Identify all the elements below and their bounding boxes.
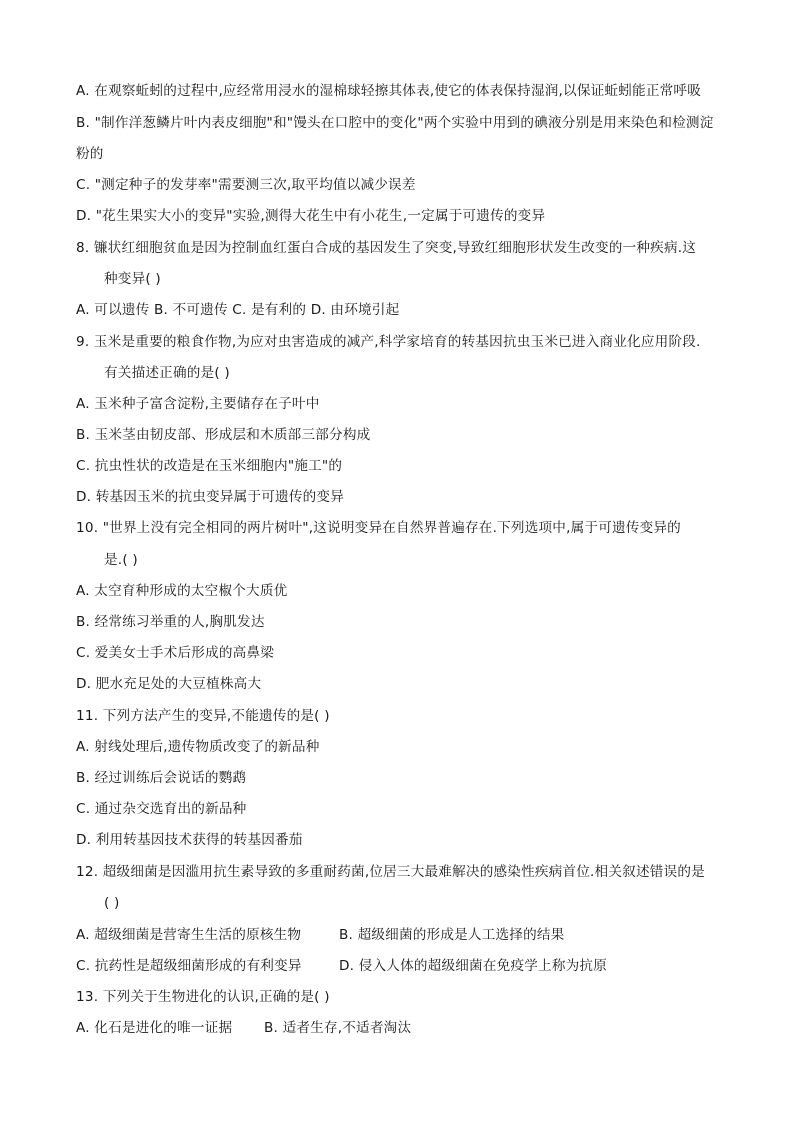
- option-line: B. 适者生存,不适者淘汰: [264, 1020, 412, 1036]
- question-10-continued: 是.( ): [104, 552, 138, 568]
- option-line: A. 超级细菌是营寄生生活的原核生物: [76, 927, 302, 943]
- question-8-continued: 种变异( ): [104, 271, 161, 287]
- option-line: D. 利用转基因技术获得的转基因番茄: [76, 832, 303, 848]
- option-line: C. "测定种子的发芽率"需要测三次,取平均值以减少误差: [76, 177, 416, 193]
- question-12-continued: ( ): [104, 895, 120, 911]
- option-line: B. 经过训练后会说话的鹦鹉: [76, 770, 247, 786]
- option-line: C. 通过杂交选育出的新品种: [76, 801, 247, 817]
- option-line-continued: 粉的: [76, 146, 104, 162]
- option-line: D. 转基因玉米的抗虫变异属于可遗传的变异: [76, 489, 344, 505]
- option-line: A. 射线处理后,遗传物质改变了的新品种: [76, 739, 320, 755]
- option-line: D. "花生果实大小的变异"实验,测得大花生中有小花生,一定属于可遗传的变异: [76, 208, 546, 224]
- option-line: C. 爱美女士手术后形成的高鼻梁: [76, 645, 275, 661]
- question-9-continued: 有关描述正确的是( ): [104, 365, 230, 381]
- question-9: 9. 玉米是重要的粮食作物,为应对虫害造成的减产,科学家培育的转基因抗虫玉米已进入商业化应用阶段.: [76, 334, 701, 350]
- option-line: D. 肥水充足处的大豆植株高大: [76, 676, 262, 692]
- option-line: D. 侵入人体的超级细菌在免疫学上称为抗原: [339, 958, 607, 974]
- option-line: B. 玉米茎由韧皮部、形成层和木质部三部分构成: [76, 427, 371, 443]
- option-line: A. 玉米种子富含淀粉,主要储存在子叶中: [76, 396, 320, 412]
- option-line: A. 化石是进化的唯一证据: [76, 1020, 233, 1036]
- option-line: A. 在观察蚯蚓的过程中,应经常用浸水的湿棉球轻擦其体表,使它的体表保持湿润,以保证蚯蚓能正常呼吸: [76, 83, 701, 99]
- option-line: B. 超级细菌的形成是人工选择的结果: [339, 927, 565, 943]
- question-8: 8. 镰状红细胞贫血是因为控制血红蛋白合成的基因发生了突变,导致红细胞形状发生改变的一种疾病.这: [76, 240, 697, 256]
- question-12: 12. 超级细菌是因滥用抗生素导致的多重耐药菌,位居三大最难解决的感染性疾病首位.相关叙述错误的是: [76, 864, 705, 880]
- option-line: A. 太空育种形成的太空椒个大质优: [76, 583, 288, 599]
- question-8-options: A. 可以遗传 B. 不可遗传 C. 是有利的 D. 由环境引起: [76, 302, 400, 318]
- question-11: 11. 下列方法产生的变异,不能遗传的是( ): [76, 708, 330, 724]
- option-line: B. "制作洋葱鳞片叶内表皮细胞"和"馒头在口腔中的变化"两个实验中用到的碘液分别是用来染色和检测淀: [76, 115, 714, 131]
- option-line: B. 经常练习举重的人,胸肌发达: [76, 614, 265, 630]
- question-13: 13. 下列关于生物进化的认识,正确的是( ): [76, 989, 330, 1005]
- question-10: 10. "世界上没有完全相同的两片树叶",这说明变异在自然界普遍存在.下列选项中,属于可遗传变异的: [76, 520, 681, 536]
- option-line: C. 抗药性是超级细菌形成的有利变异: [76, 958, 302, 974]
- option-line: C. 抗虫性状的改造是在玉米细胞内"施工"的: [76, 458, 343, 474]
